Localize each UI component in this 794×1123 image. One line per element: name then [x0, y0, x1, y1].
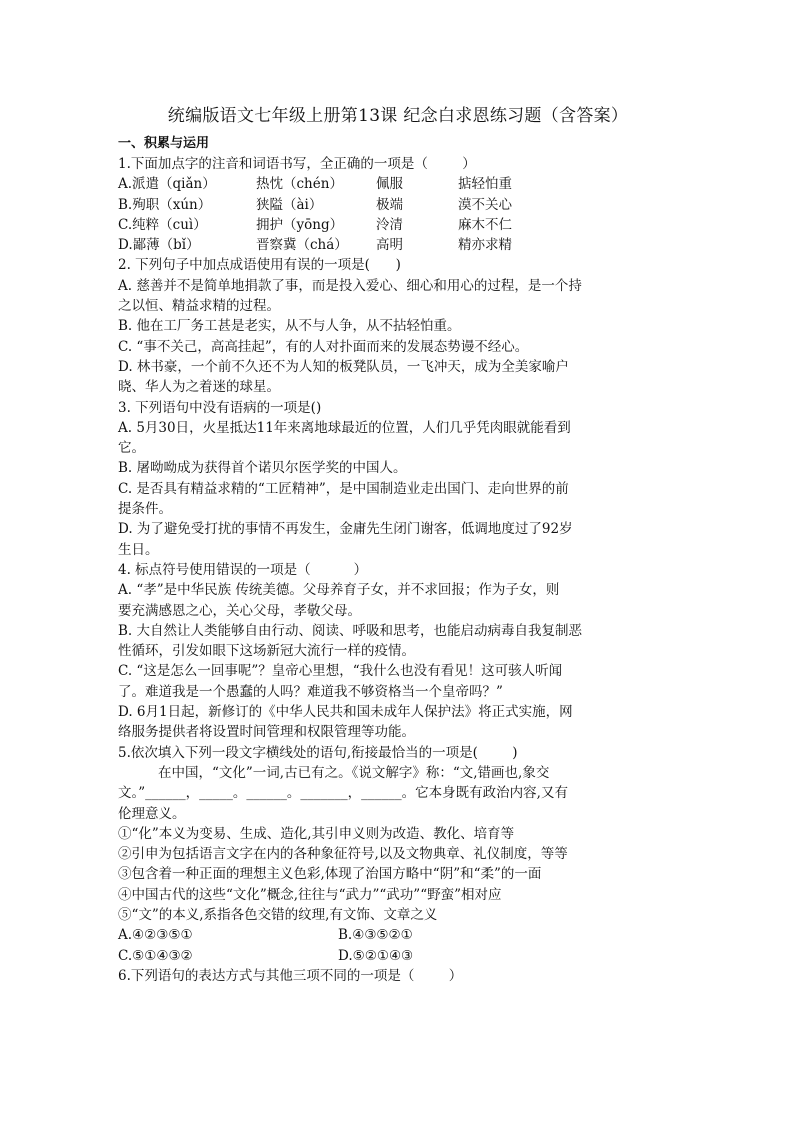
option-row — [118, 195, 678, 215]
option-text: 要充满感恩之心，关心父母，孝敬父母。 — [118, 602, 361, 619]
option-cell: 晋察冀（chá） — [256, 237, 348, 254]
passage-text: 在中国，“文化”一词,古已有之。《说文解字》称：“文,错画也,象交 — [158, 764, 550, 781]
option-row — [118, 235, 678, 255]
option-text: D. 为了避免受打扰的事情不再发生，金庸先生闭门谢客，低调地度过了92岁 — [118, 521, 573, 538]
question-3 — [118, 398, 678, 560]
option-text: C. “事不关己，高高挂起”，有的人对扑面而来的发展态势谩不经心。 — [118, 338, 529, 355]
section-heading: 一、积累与运用 — [118, 136, 210, 151]
question-4 — [118, 560, 678, 743]
option-cell: 泠清 — [376, 216, 403, 233]
option-text: 它。 — [118, 440, 145, 457]
option-cell: A.④②③⑤① — [118, 927, 193, 944]
option-cell: D.鄙薄（bǐ） — [118, 237, 200, 254]
question-stem: 1.下面加点字的注音和词语书写，全正确的一项是（ ） — [118, 156, 476, 172]
numbered-item: ③包含着一种正面的理想主义色彩,体现了治国方略中“阴”和“柔”的一面 — [118, 866, 542, 883]
option-text: D. 林书豪，一个前不久还不为人知的板凳队员，一飞冲天，成为全美家喻户 — [118, 358, 569, 375]
question-stem: 3. 下列语句中没有语病的一项是() — [118, 399, 322, 416]
question-2 — [118, 255, 678, 397]
question-6 — [118, 966, 678, 986]
option-cell: 狭隘（ài） — [256, 196, 323, 213]
question-stem: 5.依次填入下列一段文字横线处的语句,衔接最恰当的一项是( ) — [118, 744, 518, 761]
option-text: B. 屠呦呦成为获得首个诺贝尔医学奖的中国人。 — [118, 460, 407, 477]
option-text: 提条件。 — [118, 501, 172, 518]
numbered-item: ④中国古代的这些“文化”概念,往往与“武力”“武功”“野蛮”相对应 — [118, 886, 502, 903]
option-cell: 拥护（yōng） — [256, 216, 344, 233]
option-row — [118, 174, 678, 194]
option-text: 晓、华人为之着迷的球星。 — [118, 379, 280, 396]
option-row — [118, 946, 678, 966]
option-cell: 精亦求精 — [458, 237, 512, 254]
option-row — [118, 925, 678, 945]
option-cell: 高明 — [376, 237, 403, 254]
option-text: A. 慈善并不是简单地捐款了事，而是投入爱心、细心和用心的过程，是一个持 — [118, 277, 582, 294]
option-cell: B.④③⑤②① — [338, 927, 413, 944]
option-cell: B.殉职（xún） — [118, 196, 212, 213]
question-stem: 6.下列语句的表达方式与其他三项不同的一项是（ ） — [118, 967, 463, 984]
passage-text: 文。”______，_____。______。_______，______。它本身既有政治内容,又有 — [118, 785, 568, 802]
option-text: A. 5月30日，火星抵达11年来离地球最近的位置，人们几乎凭肉眼就能看到 — [118, 419, 571, 436]
question-stem: 2. 下列句子中加点成语使用有误的一项是( ) — [118, 257, 401, 274]
option-cell: D.⑤②①④③ — [338, 947, 414, 964]
option-cell: A.派遣（qiǎn） — [118, 176, 216, 193]
option-cell: C.纯粹（cuì） — [118, 216, 207, 233]
option-text: A. “孝”是中华民族 传统美德。父母养育子女，并不求回报；作为子女，则 — [118, 582, 560, 599]
numbered-item: ①“化”本义为变易、生成、造化,其引申义则为改造、教化、培育等 — [118, 825, 515, 842]
option-cell: 热忱（chén） — [256, 176, 343, 193]
option-text: C. “这是怎么一回事呢”？皇帝心里想，“我什么也没有看见！这可骇人听闻 — [118, 663, 563, 680]
option-cell: 漠不关心 — [458, 196, 512, 213]
option-row — [118, 215, 678, 235]
option-text: 络服务提供者将设置时间管理和权限管理等功能。 — [118, 724, 415, 741]
option-cell: C.⑤①④③② — [118, 947, 193, 964]
option-cell: 极端 — [376, 196, 403, 213]
worksheet-page — [118, 104, 678, 986]
option-cell: 佩服 — [376, 176, 403, 193]
option-cell: 掂轻怕重 — [458, 176, 512, 193]
numbered-item: ②引申为包括语言文字在内的各种象征符号,以及文物典章、礼仪制度，等等 — [118, 846, 568, 863]
option-text: B. 他在工厂务工甚是老实，从不与人争，从不拈轻怕重。 — [118, 318, 461, 335]
option-text: B. 大自然让人类能够自由行动、阅读、呼吸和思考，也能启动病毒自我复制恶 — [118, 622, 583, 639]
question-stem: 4. 标点符号使用错误的一项是（ ） — [118, 561, 368, 578]
option-text: C. 是否具有精益求精的“工匠精神”，是中国制造业走出国门、走向世界的前 — [118, 480, 569, 497]
numbered-item: ⑤“文”的本义,系指各色交错的纹理,有文饰、文章之义 — [118, 906, 438, 923]
option-text: 生日。 — [118, 541, 159, 558]
question-5 — [118, 743, 678, 966]
option-text: D. 6月1日起，新修订的《中华人民共和国未成年人保护法》将正式实施，网 — [118, 704, 573, 721]
option-cell: 麻木不仁 — [458, 216, 512, 233]
page-title: 统编版语文七年级上册第13课 纪念白求恩练习题（含答案） — [167, 106, 629, 126]
passage-text: 伦理意义。 — [118, 805, 186, 822]
option-text: 之以恒、精益求精的过程。 — [118, 298, 280, 315]
question-1 — [118, 154, 678, 255]
option-text: 了。难道我是一个愚蠢的人吗？难道我不够资格当一个皇帝吗？” — [118, 683, 503, 700]
option-text: 性循环，引发如眼下这场新冠大流行一样的疫情。 — [118, 643, 415, 660]
